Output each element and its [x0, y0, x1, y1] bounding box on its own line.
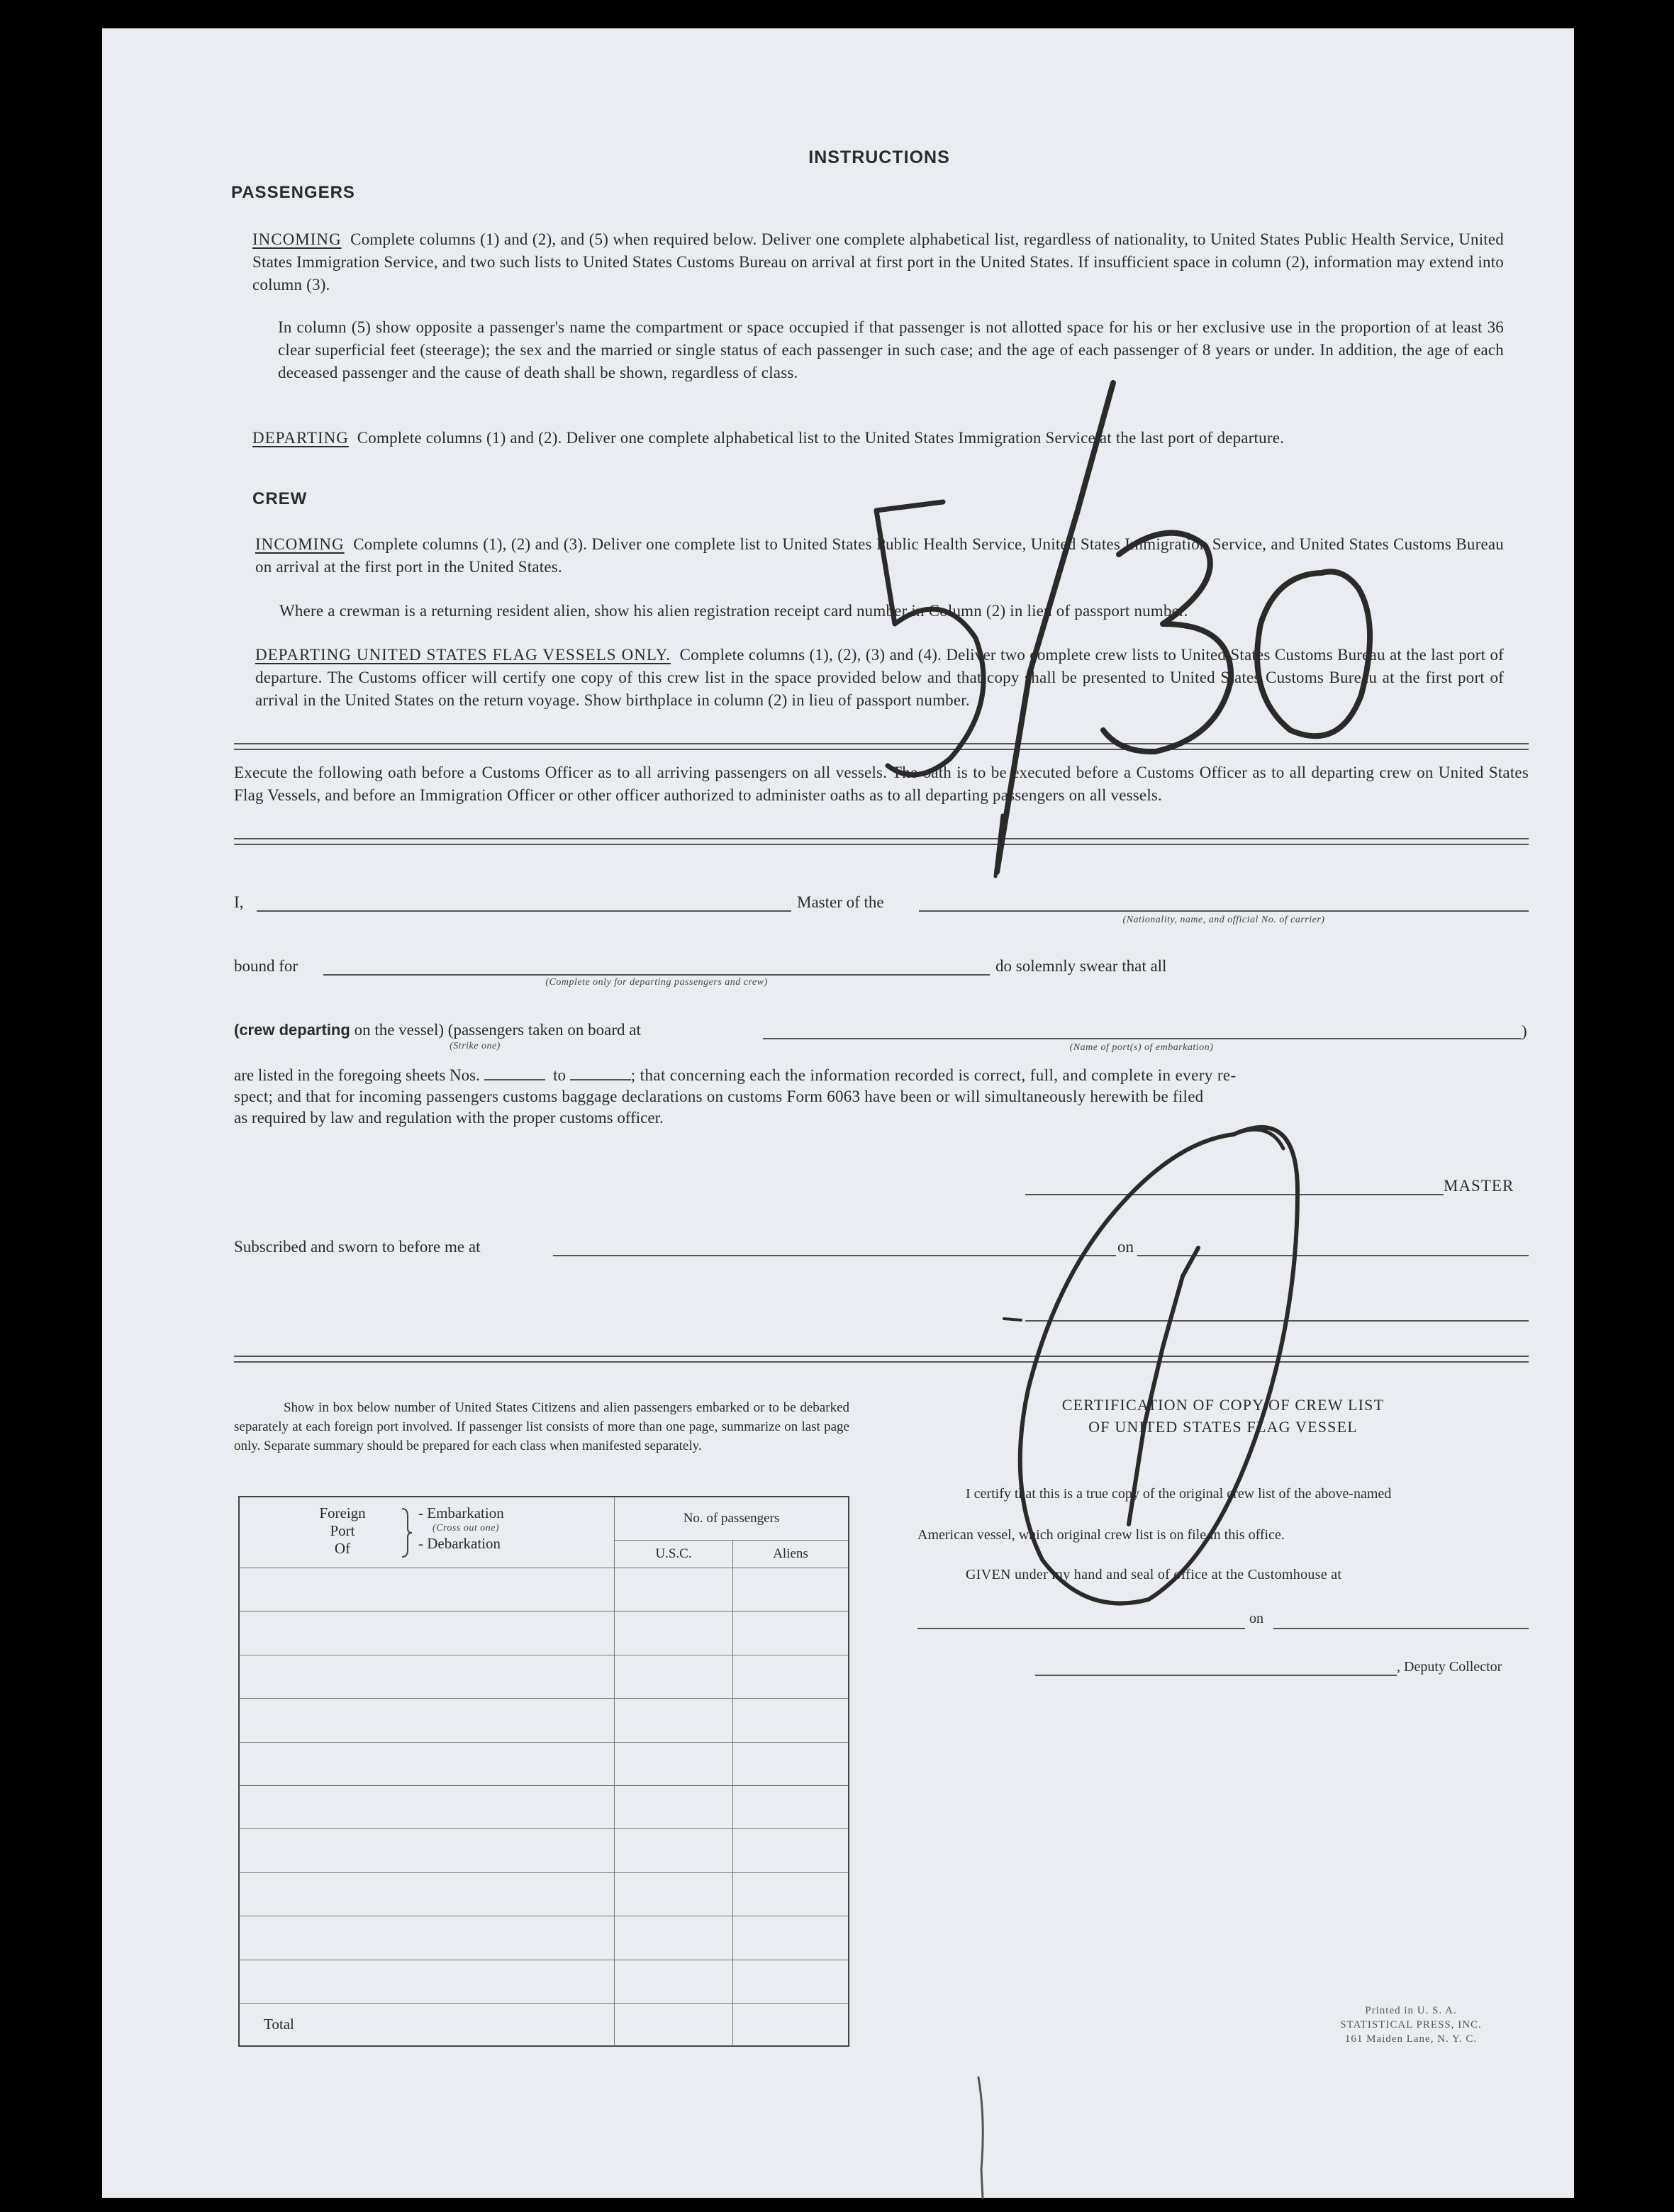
- aliens-cell[interactable]: [733, 1699, 849, 1742]
- of-label: Of: [334, 1540, 351, 1557]
- passenger-count-table: [238, 1496, 849, 2047]
- sheet-from-field[interactable]: [484, 1079, 545, 1080]
- deputy-signature-field[interactable]: [1035, 1675, 1397, 1676]
- embarkation-option[interactable]: - Embarkation: [418, 1504, 504, 1521]
- aliens-header: Aliens: [733, 1540, 849, 1568]
- customhouse-field[interactable]: [917, 1628, 1245, 1629]
- aliens-cell[interactable]: [733, 1611, 849, 1655]
- crew-departing-label: DEPARTING UNITED STATES FLAG VESSELS ONLY.: [255, 646, 671, 664]
- bound-for-field[interactable]: [323, 974, 990, 976]
- passengers-heading: PASSENGERS: [231, 183, 355, 202]
- swear-text: do solemnly swear that all: [995, 957, 1167, 975]
- usc-cell[interactable]: [615, 1785, 733, 1828]
- usc-cell[interactable]: [615, 1699, 733, 1742]
- listed-to: to: [553, 1066, 566, 1084]
- port-label: Port: [330, 1522, 355, 1539]
- crew-incoming-paragraph: [255, 533, 1504, 579]
- port-cell[interactable]: [239, 1872, 615, 1916]
- deputy-collector-label: , Deputy Collector: [1397, 1659, 1502, 1675]
- aliens-cell[interactable]: [733, 1916, 849, 1960]
- sworn-on-label: on: [1117, 1238, 1134, 1256]
- strike-one-line: [234, 1021, 641, 1039]
- master-label: MASTER: [1444, 1177, 1514, 1195]
- no-of-passengers-header: No. of passengers: [615, 1497, 849, 1540]
- port-cell[interactable]: [239, 1742, 615, 1785]
- aliens-total-cell[interactable]: [733, 2004, 849, 2046]
- usc-cell[interactable]: [615, 1568, 733, 1611]
- printer-imprint: [1305, 2004, 1517, 2046]
- aliens-cell[interactable]: [733, 1655, 849, 1698]
- crew-incoming-text: Complete columns (1), (2) and (3). Deliver one complete list to United States Public Health Service, United States Immigration Service, and United States Customs Bureau on arrival at the first port in the United States.: [255, 535, 1505, 576]
- printer-line-1: Printed in U. S. A.: [1365, 2005, 1457, 2016]
- foreign-label: Foreign: [319, 1504, 366, 1521]
- divider: [234, 1356, 1529, 1363]
- aliens-cell[interactable]: [733, 1829, 849, 1872]
- port-cell[interactable]: [239, 1829, 615, 1872]
- master-name-field[interactable]: [257, 910, 791, 912]
- crew-departing-text: Complete columns (1), (2), (3) and (4). Deliver two complete crew lists to United States Customs Bureau at the last port of departure. The Customs officer will certify one copy of this crew list in the space provided below and that copy shall be presented to United States Customs Bureau at the first port of arrival in the United States on the return voyage. Show birthplace in column (2) in lieu of passport number.: [255, 646, 1505, 709]
- passengers-incoming-paragraph: [252, 228, 1504, 296]
- certification-title: [936, 1394, 1510, 1438]
- oath-i-label: I,: [234, 893, 244, 911]
- passengers-incoming-text: Complete columns (1) and (2), and (5) when required below. Deliver one complete alphabetical list, regardless of nationality, to United States Public Health Service, United States Immigration Service, and two such lists to United States Customs Bureau on arrival at first port in the United States. If insufficient space in column (2), information may extend into column (3).: [252, 230, 1504, 294]
- embarkation-port-hint: (Name of port(s) of embarkation): [1069, 1042, 1214, 1053]
- crew-heading: CREW: [252, 489, 308, 508]
- printer-line-3: 161 Maiden Lane, N. Y. C.: [1344, 2033, 1478, 2045]
- oath-instructions: Execute the following oath before a Customs Officer as to all arriving passengers on all vessels. The oath is to be executed before a Customs Officer as to all departing crew on United States Flag Vessels, and before an Immigration Officer or other officer authorized to administer oaths as to all departing passengers on all vessels.: [234, 764, 1529, 804]
- strike-one-hint: (Strike one): [450, 1041, 501, 1051]
- usc-cell[interactable]: [615, 1611, 733, 1655]
- certify-line-3: GIVEN under my hand and seal of office at the Customhouse at: [966, 1567, 1342, 1582]
- usc-header: U.S.C.: [615, 1540, 733, 1568]
- usc-cell[interactable]: [615, 1960, 733, 2003]
- foreign-port-header: [239, 1497, 615, 1568]
- master-signature-field[interactable]: [1025, 1194, 1444, 1195]
- listed-text-c: spect; and that for incoming passengers customs baggage declarations on customs Form 6063 have been or will simultaneously herewith be filed: [234, 1088, 1204, 1105]
- column5-paragraph: In column (5) show opposite a passenger's name the compartment or space occupied if that passenger is not allotted space for his or her exclusive use in the proportion of at least 36 clear superficial feet (steerage); the sex and the married or single status of each passenger in such case; and the age of each passenger of 8 years or under. In addition, the age of each deceased passenger and the cause of death shall be shown, regardless of class.: [278, 318, 1504, 381]
- on-the-vessel-text: on the vessel): [354, 1021, 445, 1039]
- printer-line-2: STATISTICAL PRESS, INC.: [1340, 2019, 1482, 2031]
- sworn-place-field[interactable]: [553, 1255, 1116, 1256]
- certify-date-field[interactable]: [1273, 1628, 1529, 1629]
- embarkation-port-field[interactable]: [763, 1038, 1522, 1039]
- oath-statement: [234, 1065, 1529, 1129]
- usc-cell[interactable]: [615, 1829, 733, 1872]
- certification-title-line-1: CERTIFICATION OF COPY OF CREW LIST: [1061, 1396, 1385, 1414]
- bound-for-label: bound for: [234, 957, 298, 975]
- aliens-cell[interactable]: [733, 1960, 849, 2003]
- port-cell[interactable]: [239, 1655, 615, 1698]
- crew-departing-option[interactable]: (crew departing: [234, 1021, 350, 1039]
- aliens-cell[interactable]: [733, 1785, 849, 1828]
- certify-line-2: American vessel, which original crew list is on file in this office.: [917, 1527, 1285, 1543]
- divider: [234, 838, 1529, 845]
- aliens-cell[interactable]: [733, 1742, 849, 1785]
- passengers-incoming-label: INCOMING: [252, 230, 342, 248]
- port-cell[interactable]: [239, 1699, 615, 1742]
- sheet-to-field[interactable]: [570, 1079, 631, 1080]
- port-cell[interactable]: [239, 1611, 615, 1655]
- usc-cell[interactable]: [615, 1655, 733, 1698]
- certification-title-line-2: OF UNITED STATES FLAG VESSEL: [1088, 1418, 1358, 1436]
- aliens-cell[interactable]: [733, 1568, 849, 1611]
- passengers-taken-option[interactable]: (passengers taken on board at: [447, 1021, 641, 1039]
- page-title: INSTRUCTIONS: [808, 147, 950, 167]
- total-label: Total: [239, 2004, 615, 2046]
- port-cell[interactable]: [239, 1785, 615, 1828]
- aliens-cell[interactable]: [733, 1872, 849, 1916]
- usc-cell[interactable]: [615, 1742, 733, 1785]
- close-paren: ): [1522, 1022, 1527, 1040]
- carrier-field[interactable]: [919, 910, 1529, 912]
- port-cell[interactable]: [239, 1960, 615, 2003]
- cross-out-hint: (Cross out one): [433, 1523, 500, 1534]
- passengers-departing-text: Complete columns (1) and (2). Deliver one complete alphabetical list to the United States Immigration Service at the last port of departure.: [357, 429, 1285, 447]
- bound-for-hint: (Complete only for departing passengers and crew): [545, 977, 768, 988]
- summary-note: Show in box below number of United States Citizens and alien passengers embarked or to be debarked separately at each foreign port involved. If passenger list consists of more than one page, summarize on last page only. Separate summary should be prepared for each class when manifested separately.: [234, 1400, 849, 1453]
- crew-departing-paragraph: [255, 644, 1504, 712]
- divider: [234, 743, 1529, 750]
- passengers-departing-label: DEPARTING: [252, 429, 349, 447]
- subscribed-label: Subscribed and sworn to before me at: [234, 1238, 481, 1256]
- port-cell[interactable]: [239, 1916, 615, 1960]
- certify-line-1: I certify that this is a true copy of the original crew list of the above-named: [966, 1486, 1392, 1502]
- usc-total-cell[interactable]: [615, 2004, 733, 2046]
- certify-on-label: on: [1249, 1611, 1263, 1626]
- listed-text-a: are listed in the foregoing sheets Nos.: [234, 1066, 480, 1084]
- master-of-the-label: Master of the: [797, 893, 884, 911]
- passengers-departing-paragraph: [252, 427, 1504, 449]
- listed-text-b: ; that concerning each the information recorded is correct, full, and complete in every re-: [630, 1066, 1237, 1084]
- usc-cell[interactable]: [615, 1872, 733, 1916]
- carrier-hint: (Nationality, name, and official No. of carrier): [1122, 915, 1325, 925]
- officer-signature-field[interactable]: [1025, 1320, 1529, 1322]
- brace-icon: [399, 1507, 413, 1558]
- usc-cell[interactable]: [615, 1916, 733, 1960]
- port-cell[interactable]: [239, 1568, 615, 1611]
- crew-incoming-label: INCOMING: [255, 535, 345, 553]
- sworn-date-field[interactable]: [1137, 1255, 1529, 1256]
- crew-returning-paragraph: Where a crewman is a returning resident alien, show his alien registration receipt card number in Column (2) in lieu of passport number.: [279, 602, 1188, 620]
- debarkation-option[interactable]: - Debarkation: [418, 1535, 501, 1552]
- listed-text-d: as required by law and regulation with the proper customs officer.: [234, 1109, 664, 1127]
